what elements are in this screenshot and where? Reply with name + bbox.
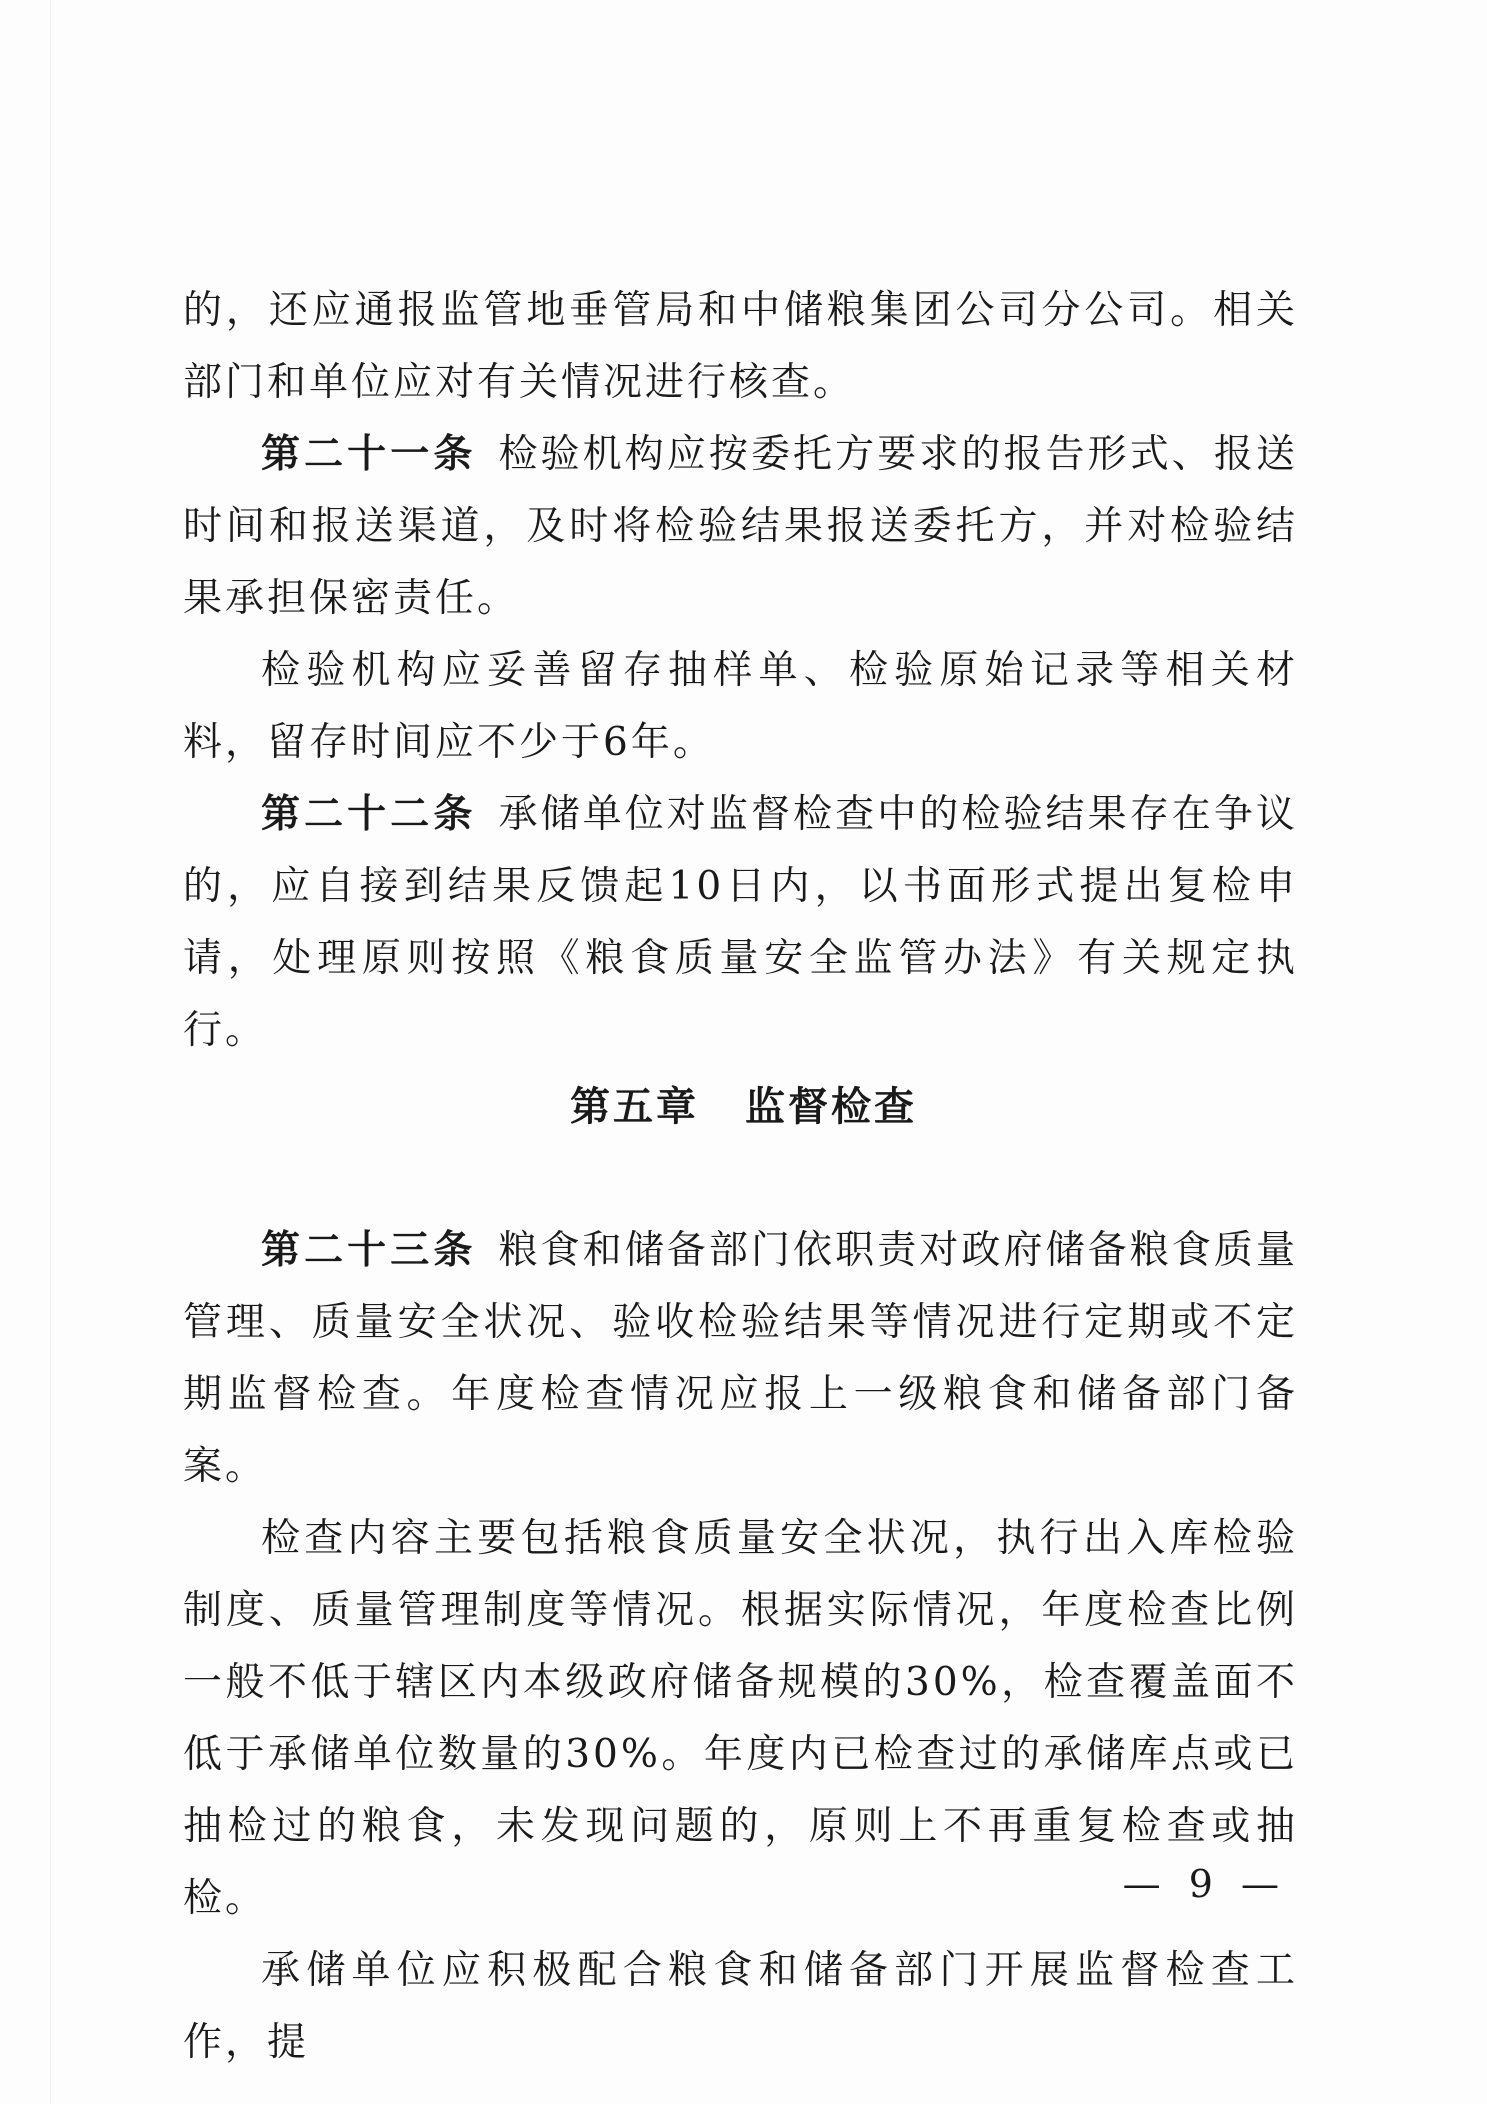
article-22-paragraph <box>183 779 1298 1067</box>
upper-text-block <box>183 275 1298 1067</box>
article-23-second-paragraph: 检查内容主要包括粮食质量安全状况，执行出入库检验制度、质量管理制度等情况。根据实际情况，年度检查比例一般不低于辖区内本级政府储备规模的30%，检查覆盖面不低于承储单位数量的30%。年度内已检查过的承储库点或已抽检过的粮食，未发现问题的，原则上不再重复检查或抽检。 <box>183 1516 1298 1921</box>
article-23-label: 第二十三条 <box>261 1228 477 1273</box>
continuation-paragraph: 的，还应通报监管地垂管局和中储粮集团公司分公司。相关部门和单位应对有关情况进行核查。 <box>183 288 1298 405</box>
article-23-paragraph <box>183 1215 1298 1503</box>
chapter-heading <box>0 1075 1487 1132</box>
chapter-title: 监督检查 <box>745 1084 917 1130</box>
chapter-number: 第五章 <box>570 1084 699 1130</box>
article-21-text: 检验机构应按委托方要求的报告形式、报送时间和报送渠道，及时将检验结果报送委托方，并对检验结果承担保密责任。 <box>183 432 1298 621</box>
article-23-text: 粮食和储备部门依职责对政府储备粮食质量管理、质量安全状况、验收检验结果等情况进行定期或不定期监督检查。年度检查情况应报上一级粮食和储备部门备案。 <box>183 1228 1298 1489</box>
article-22-label: 第二十二条 <box>261 792 477 837</box>
page-number: — 9 — <box>1122 1862 1287 1906</box>
article-21-second-paragraph: 检验机构应妥善留存抽样单、检验原始记录等相关材料，留存时间应不少于6年。 <box>183 648 1298 765</box>
article-23-third-paragraph: 承储单位应积极配合粮食和储备部门开展监督检查工作，提 <box>183 1948 1298 2065</box>
scan-edge-mark <box>50 0 51 2104</box>
article-21-paragraph <box>183 419 1298 635</box>
article-22-text: 承储单位对监督检查中的检验结果存在争议的，应自接到结果反馈起10日内，以书面形式提出复检申请，处理原则按照《粮食质量安全监管办法》有关规定执行。 <box>183 792 1298 1053</box>
lower-text-block <box>183 1215 1298 2079</box>
article-21-label: 第二十一条 <box>261 432 477 477</box>
